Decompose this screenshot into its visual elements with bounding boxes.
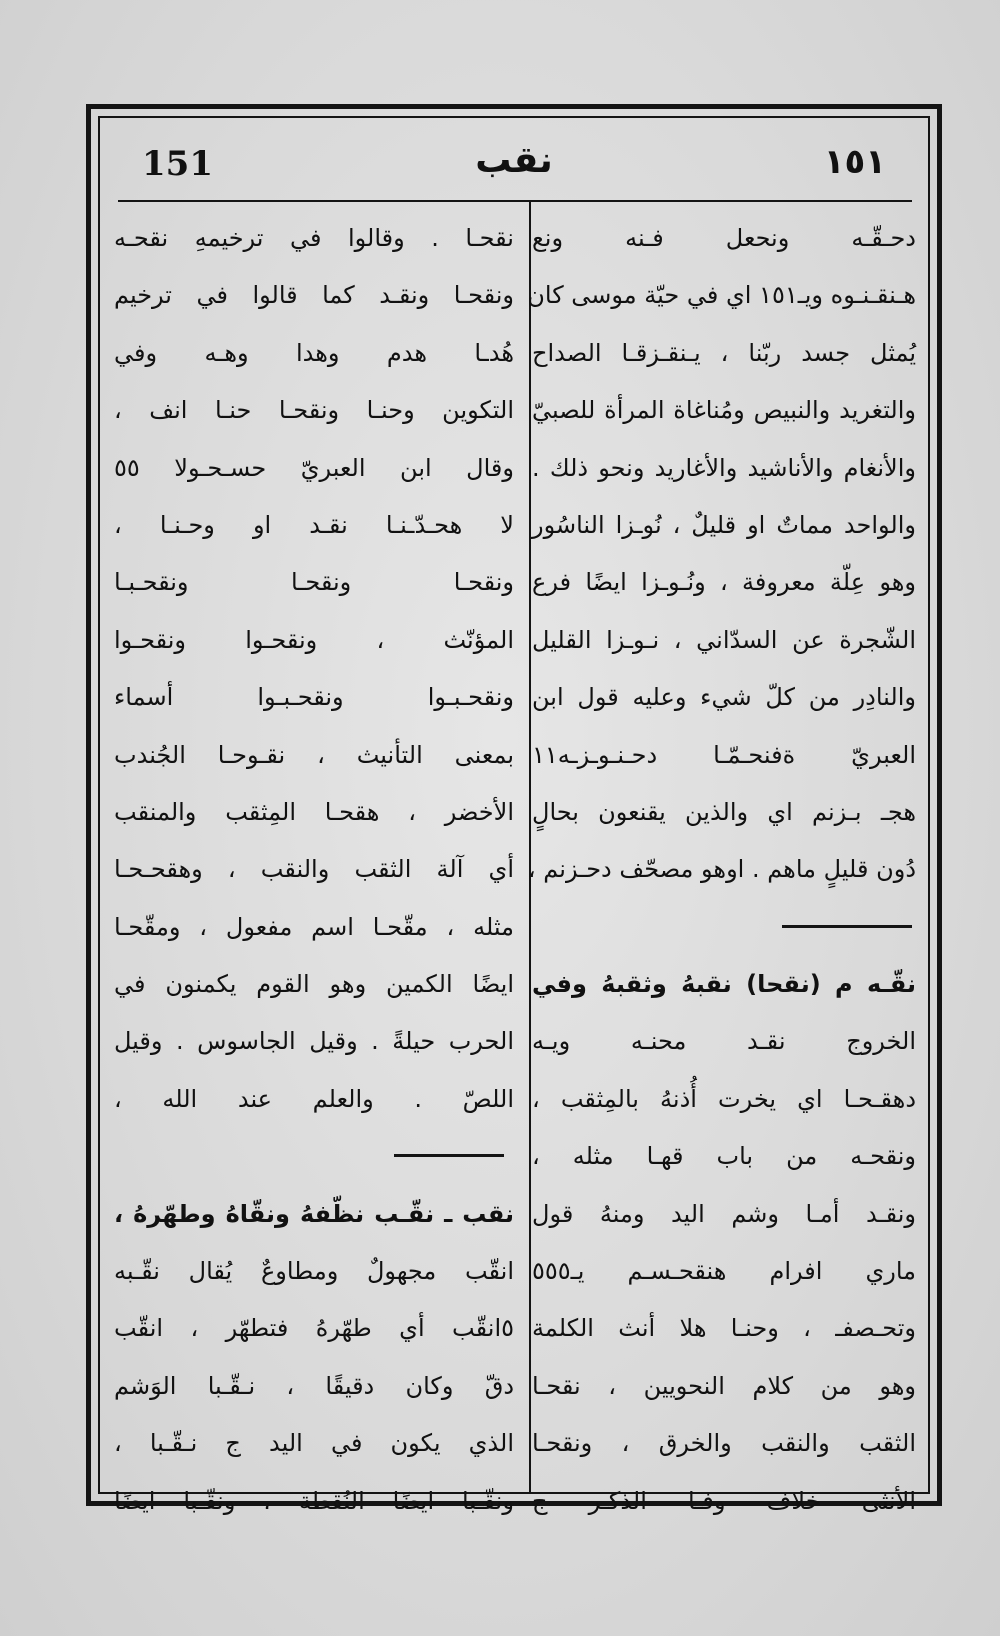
text-line: ٥انقّب أي طهّرهُ فتطهّر ، انقّب [114, 1314, 514, 1343]
right-column [527, 210, 916, 1515]
text-line: الحرب حيلةً . وقيل الجاسوس . وقيل [114, 1027, 514, 1056]
text-line: المؤنّث ، ونقحـوا ونقحـوا [114, 625, 514, 654]
text-line: دقّ وكان دقيقًا ، نـقّـبا الوَشم [114, 1371, 514, 1400]
text-line: الشّجرة عن السدّاني ، نـوـزا القليل [532, 625, 916, 654]
section-rule [114, 1128, 514, 1185]
text-line: ونقـد أمـا وشم اليد ومنهُ قول [532, 1199, 916, 1228]
text-line: الأنثى خلاف وفـا الذكـر ج [532, 1486, 916, 1515]
text-line: والواحد مماتٌ او قليلٌ ، نُوـزا الناسُور [532, 510, 916, 539]
text-line: أي آلة الثقب والنقب ، وهقحـحـا [114, 855, 514, 884]
text-line: العبريّ ةفنحـمّـا دحـنـوـزـه١١ [532, 740, 916, 769]
text-line: وتحـصفـ ، وحنـا هلا أنث الكلمة [532, 1314, 916, 1343]
text-line: والتغريد والنبيص ومُناغاة المرأة للصبيّ [532, 396, 916, 425]
entry-headword-line: نقب ـ نقّـب نظّفهُ ونقّاهُ وطهّرهُ ، [114, 1199, 514, 1228]
text-line: ايضًا الكمين وهو القوم يكمنون في [114, 970, 514, 999]
text-line: يُمثل جسد ربّنا ، يـنقـزقـا الصداح [532, 338, 916, 367]
text-line: هـنقـنـوه ويـ١٥١ اي في حيّة موسى كان [527, 281, 916, 310]
text-line: انقّب مجهولٌ ومطاوعٌ يُقال نقّـبه [114, 1257, 514, 1286]
text-line: الثقب والنقب والخرق ، ونقحـا [532, 1429, 916, 1458]
text-line: وقال ابن العبريّ حسـحـولا ٥٥ [114, 453, 514, 482]
text-line: نقحـا . وقالوا في ترخيمهِ نقحـه [114, 224, 514, 252]
text-line: دحـقّـه ونحعل فـنه ونع [532, 224, 916, 252]
running-head: نقب [475, 140, 553, 181]
page-number-arabic: ١٥١ [823, 142, 886, 182]
text-line: دُون قليلٍ ماهم . اوهو مصحّف دحـزنم ، [527, 855, 916, 884]
text-line: ماري افرام هنقحـسـم يـ٥٥٥ [532, 1257, 916, 1286]
text-line: ونقحـه من باب قهـا مثله ، [532, 1142, 916, 1171]
text-line: ونقحـبـوا ونقحـبـوا أسماء [114, 683, 514, 712]
section-rule [532, 899, 916, 956]
page-header [118, 140, 910, 196]
header-rule [118, 200, 912, 202]
text-line: لا هحـدّـنـا نقـد او وحـنـا ، [114, 510, 514, 539]
text-line: الأخضر ، هقحـا المِثقب والمنقب [114, 797, 514, 826]
text-line: ونقحـا ونقـد كما قالوا في ترخيم [114, 281, 514, 310]
left-column [114, 210, 514, 1515]
text-line: والأنغام والأناشيد والأغاريد ونحو ذلك . [532, 453, 916, 482]
page-number-latin: 151 [142, 144, 213, 184]
text-line: ونقّـبا ايضًا النُقطة ، ونقّـبا ايضًا [114, 1486, 514, 1515]
text-line: الذي يكون في اليد ج نـقّـبا ، [114, 1429, 514, 1458]
text-line: اللصّ . والعلم عند الله ، [114, 1084, 514, 1113]
text-line: هجـ بـزنم اي والذين يقنعون بحالٍ [532, 797, 916, 826]
text-line: وهو عِلّة معروفة ، ونُـوـزا ايضًا فرع [532, 568, 916, 597]
text-line: هُدـا هدم وهدا وهـه وفي [114, 338, 514, 367]
text-line: والنادِر من كلّ شيء وعليه قول ابن [532, 683, 916, 712]
text-line: مثله ، مقّحـا اسم مفعول ، ومقّحـا [114, 912, 514, 941]
text-line: وهو من كلام النحويين ، نقحـا [532, 1371, 916, 1400]
text-line: ونقحـا ونقحـا ونقحـبـا [114, 568, 514, 597]
text-line: دهقـحـا اي يخرت أُذنهُ بالمِثقب ، [532, 1084, 916, 1113]
text-line: التكوين وحنـا ونقحـا حنـا انف ، [114, 396, 514, 425]
entry-headword-line: نقّـه م (نقحا) نقبهُ وثقبهُ وفي [532, 970, 916, 999]
text-line: الخروج نقـد محنـه ويـه [532, 1027, 916, 1056]
text-line: بمعنى التأنيث ، نقـوحـا الجُندب [114, 740, 514, 769]
